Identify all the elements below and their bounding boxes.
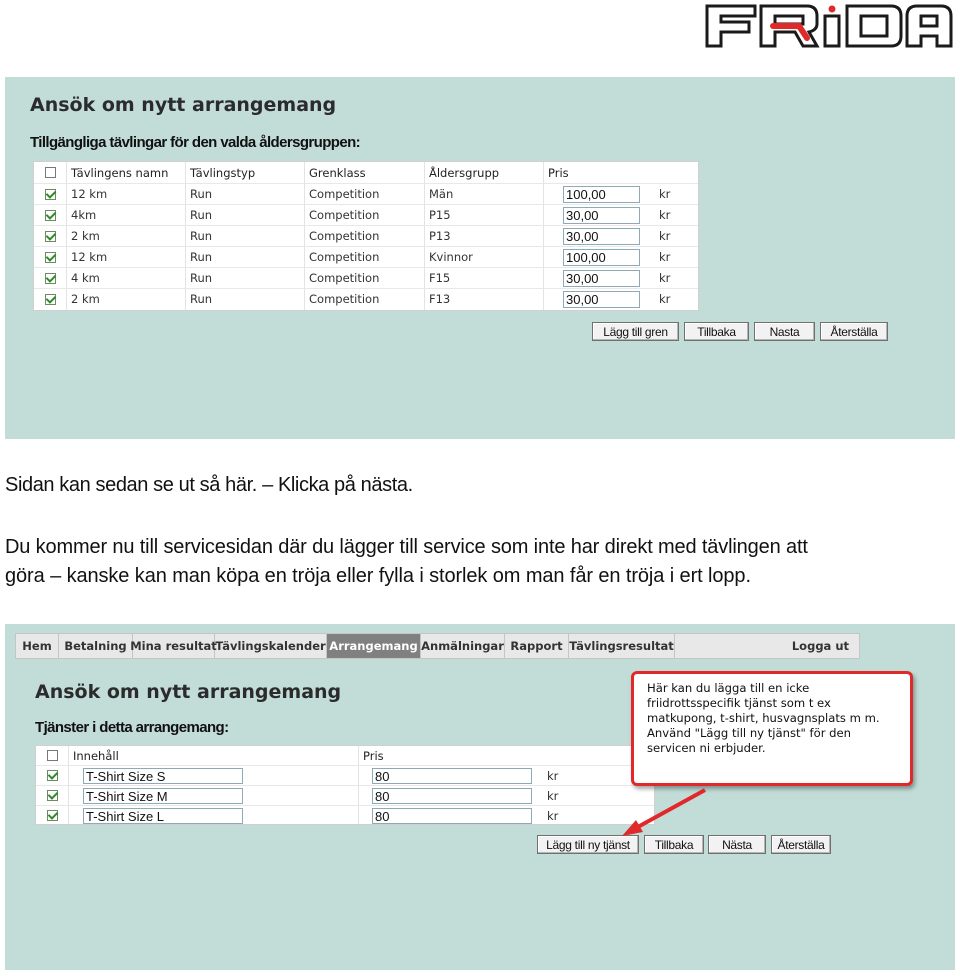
currency-label: kr [547, 788, 559, 803]
add-event-button[interactable]: Lägg till gren [592, 322, 679, 341]
row-checkbox[interactable] [47, 810, 58, 821]
competitions-table [33, 161, 699, 311]
select-all-checkbox[interactable] [45, 167, 56, 178]
service-content-input[interactable]: T-Shirt Size S [83, 768, 243, 784]
page-title: Ansök om nytt arrangemang [35, 681, 342, 703]
competition-type: Run [190, 187, 213, 201]
competition-class: Competition [309, 208, 380, 222]
competition-type: Run [190, 208, 213, 222]
table-header-row [36, 746, 654, 765]
column-header-content: Innehåll [73, 748, 119, 763]
table-row [34, 204, 698, 225]
nav-item-3[interactable]: Mina resultat [133, 634, 215, 658]
nav-item-7[interactable]: Rapport [505, 634, 569, 658]
competition-name: 2 km [71, 292, 100, 306]
row-checkbox[interactable] [45, 231, 56, 242]
reset-button[interactable]: Återställa [820, 322, 888, 341]
competition-class: Competition [309, 250, 380, 264]
table-row [36, 785, 654, 805]
competition-type: Run [190, 229, 213, 243]
competition-name: 12 km [71, 250, 108, 264]
competition-name: 2 km [71, 229, 100, 243]
reset-button[interactable]: Återställa [771, 835, 831, 854]
service-price-input[interactable]: 80 [372, 808, 532, 824]
competition-type: Run [190, 250, 213, 264]
currency-label: kr [659, 208, 671, 222]
section-subtitle: Tjänster i detta arrangemang: [35, 719, 229, 736]
competition-age-group: F13 [429, 292, 451, 306]
services-table [35, 745, 655, 825]
screenshot-panel-competitions [5, 77, 955, 439]
svg-text:FRIDA: FRIDA [703, 2, 707, 3]
currency-label: kr [659, 250, 671, 264]
price-input[interactable]: 30,00 [563, 207, 640, 224]
section-subtitle: Tillgängliga tävlingar för den valda åldersgruppen: [30, 134, 361, 151]
page-title: Ansök om nytt arrangemang [30, 94, 337, 116]
price-input[interactable]: 100,00 [563, 249, 640, 266]
row-checkbox[interactable] [45, 252, 56, 263]
competition-name: 12 km [71, 187, 108, 201]
back-button[interactable]: Tillbaka [644, 835, 704, 854]
table-row [36, 805, 654, 825]
column-header-name: Tävlingens namn [71, 165, 169, 180]
row-checkbox[interactable] [47, 770, 58, 781]
column-header-type: Tävlingstyp [190, 165, 256, 180]
competition-name: 4 km [71, 271, 100, 285]
row-checkbox[interactable] [45, 189, 56, 200]
price-input[interactable]: 30,00 [563, 270, 640, 287]
currency-label: kr [659, 271, 671, 285]
nav-item-8[interactable]: Tävlingsresultat [569, 634, 675, 658]
callout-text: Här kan du lägga till en icke friidrottsspecifik tjänst som t ex matkupong, t-shirt, husvagnsplats m m. Använd "Lägg till ny tjänst" för den servicen ni erbjuder. [647, 681, 880, 755]
table-row [36, 765, 654, 785]
competition-age-group: P15 [429, 208, 451, 222]
add-service-button[interactable]: Lägg till ny tjänst [537, 835, 639, 854]
competition-age-group: Män [429, 187, 454, 201]
help-callout [631, 671, 913, 786]
currency-label: kr [547, 808, 559, 823]
competition-class: Competition [309, 271, 380, 285]
table-row [34, 183, 698, 204]
currency-label: kr [659, 187, 671, 201]
nav-item-1[interactable]: Hem [16, 634, 59, 658]
row-checkbox[interactable] [45, 294, 56, 305]
competition-name: 4km [71, 208, 97, 222]
competition-age-group: F15 [429, 271, 451, 285]
service-price-input[interactable]: 80 [372, 768, 532, 784]
competition-class: Competition [309, 292, 380, 306]
select-all-checkbox[interactable] [47, 750, 58, 761]
instruction-text-2: Du kommer nu till servicesidan där du lägger till service som inte har direkt med tävlingen att [5, 536, 808, 558]
table-row [34, 246, 698, 267]
table-row [34, 225, 698, 246]
instruction-text-1: Sidan kan sedan se ut så här. – Klicka på nästa. [5, 474, 413, 496]
service-content-input[interactable]: T-Shirt Size L [83, 808, 243, 824]
service-content-input[interactable]: T-Shirt Size M [83, 788, 243, 804]
price-input[interactable]: 30,00 [563, 291, 640, 308]
column-header-age-group: Åldersgrupp [429, 165, 500, 180]
row-checkbox[interactable] [45, 273, 56, 284]
instruction-text-3: göra – kanske kan man köpa en tröja eller fylla i storlek om man får en tröja i ert lopp. [5, 565, 751, 587]
main-nav-bar [15, 633, 860, 659]
back-button[interactable]: Tillbaka [684, 322, 749, 341]
nav-item-4[interactable]: Tävlingskalender [215, 634, 327, 658]
row-checkbox[interactable] [45, 210, 56, 221]
currency-label: kr [659, 292, 671, 306]
service-price-input[interactable]: 80 [372, 788, 532, 804]
price-input[interactable]: 100,00 [563, 186, 640, 203]
next-button[interactable]: Nasta [754, 322, 815, 341]
column-header-price: Pris [548, 165, 569, 180]
price-input[interactable]: 30,00 [563, 228, 640, 245]
logout-link[interactable]: Logga ut [791, 639, 849, 653]
next-button[interactable]: Nästa [708, 835, 766, 854]
currency-label: kr [659, 229, 671, 243]
row-checkbox[interactable] [47, 790, 58, 801]
nav-item-6[interactable]: Anmälningar [421, 634, 505, 658]
table-row [34, 288, 698, 309]
competition-type: Run [190, 271, 213, 285]
column-header-class: Grenklass [309, 165, 366, 180]
competition-age-group: P13 [429, 229, 451, 243]
frida-logo [703, 2, 955, 50]
table-header-row [34, 162, 698, 183]
competition-class: Competition [309, 187, 380, 201]
nav-item-2[interactable]: Betalning [59, 634, 133, 658]
nav-item-5[interactable]: Arrangemang [327, 634, 421, 658]
competition-age-group: Kvinnor [429, 250, 473, 264]
column-header-price: Pris [363, 748, 384, 763]
competition-type: Run [190, 292, 213, 306]
competition-class: Competition [309, 229, 380, 243]
table-row [34, 267, 698, 288]
currency-label: kr [547, 768, 559, 783]
